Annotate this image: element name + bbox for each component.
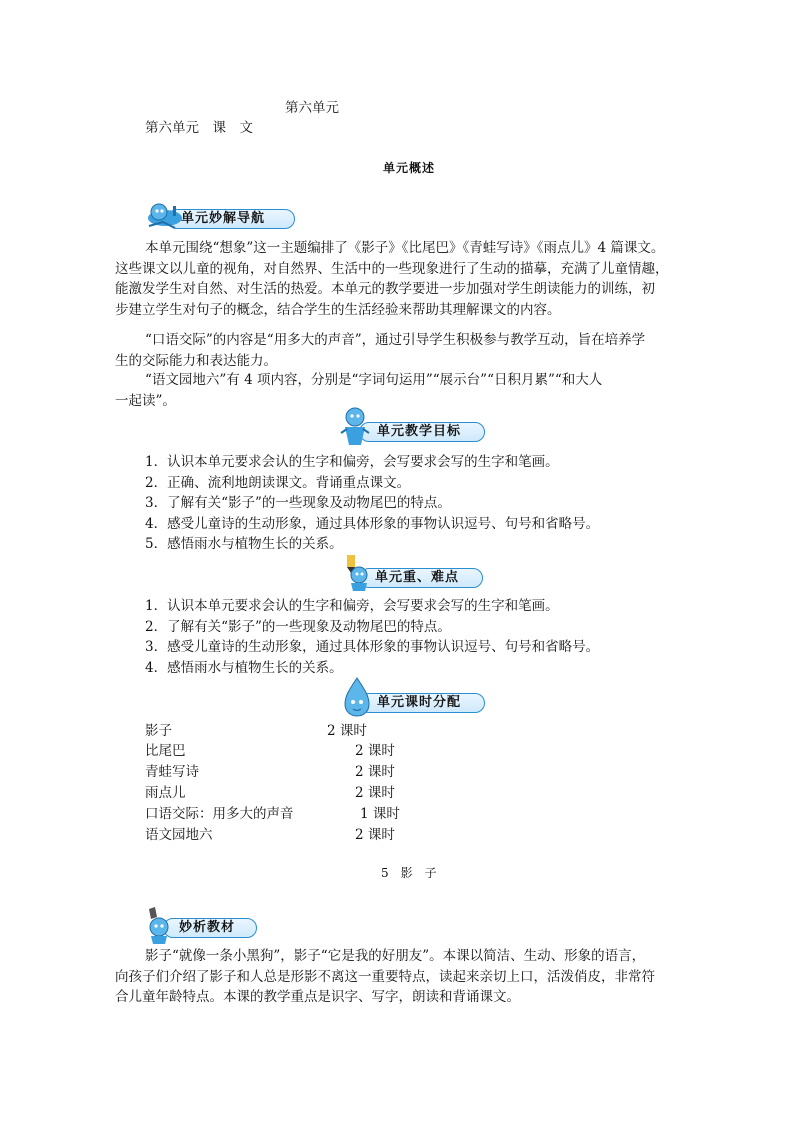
list-item: 2．了解有关“影子”的一些现象及动物尾巴的特点。: [145, 618, 451, 635]
text-line: 合儿童年龄特点。本课的教学重点是识字、写字，朗读和背诵课文。: [115, 989, 520, 1005]
section-badge-keypoints: [343, 565, 483, 591]
keypoints-list: [145, 596, 599, 678]
lesson-hours: 2 课时: [327, 723, 367, 739]
overview-title: 单元概述: [383, 161, 436, 175]
text-line: 能激发学生对自然、对生活的热爱。本单元的教学要进一步加强对学生朗读能力的训练，初: [115, 281, 655, 297]
lesson-hours: 2 课时: [355, 764, 395, 780]
badge-label: 妙析教材: [179, 920, 236, 935]
section-badge-goals: [343, 419, 485, 445]
badge-label: 单元教学目标: [377, 424, 462, 439]
text-line: 生的交际能力和表达能力。: [115, 352, 277, 369]
lesson-paragraph: [115, 946, 685, 1008]
lesson-name: 语文园地六: [145, 827, 213, 843]
lesson-name: 雨点儿: [145, 785, 186, 801]
text-line: 影子“就像一条小黑狗”，影子“它是我的好朋友”。本课以简洁、生动、形象的语言，: [145, 948, 646, 964]
unit-title: 第六单元: [285, 100, 339, 116]
section-badge-nav: [145, 206, 295, 232]
lesson-name: 青蛙写诗: [145, 764, 199, 780]
text-line: “语文园地六”有 4 项内容，分别是“字词句运用”“展示台”“日积月累”“和大人: [145, 372, 603, 388]
section-badge-schedule: [343, 690, 485, 716]
lesson-hours: 2 课时: [355, 785, 395, 801]
text-line: 这些课文以儿童的视角，对自然界、生活中的一些现象进行了生动的描摹，充满了儿童情趣，: [115, 260, 669, 277]
nav-paragraph-1: [115, 238, 685, 320]
text-line: 本单元围绕“想象”这一主题编排了《影子》《比尾巴》《青蛙写诗》《雨点儿》4 篇课文。: [145, 240, 665, 256]
badge-label: 单元重、难点: [375, 570, 460, 585]
mascot-teacher-icon: [339, 405, 373, 447]
mascot-writer-icon: [143, 905, 175, 945]
text-line: 步建立学生对句子的概念，结合学生的生活经验来帮助其理解课文的内容。: [115, 301, 561, 318]
lesson-name: 比尾巴: [145, 743, 186, 759]
text-line: 向孩子们介绍了影子和人总是形影不离这一重要特点，读起来亲切上口，活泼俏皮，非常符: [115, 968, 655, 985]
lesson-title: 5 影 子: [381, 866, 437, 880]
nav-paragraph-2: [115, 330, 685, 371]
text-line: “口语交际”的内容是“用多大的声音”，通过引导学生积极参与教学互动，旨在培养学: [145, 332, 646, 348]
lesson-name: 影子: [145, 723, 172, 739]
mascot-airplane-icon: [145, 200, 185, 236]
section-badge-lesson: [145, 915, 257, 941]
list-item: 3．感受儿童诗的生动形象，通过具体形象的事物认识逗号、句号和省略号。: [145, 639, 600, 655]
lesson-hours: 1 课时: [360, 806, 400, 822]
badge-label: 单元课时分配: [377, 695, 462, 710]
lesson-hours: 2 课时: [355, 827, 395, 843]
text-line: 一起读”。: [115, 392, 176, 409]
list-item: 1．认识本单元要求会认的生字和偏旁，会写要求会写的生字和笔画。: [145, 598, 559, 614]
list-item: 1．认识本单元要求会认的生字和偏旁，会写要求会写的生字和笔画。: [145, 454, 559, 470]
list-item: 2．正确、流利地朗读课文。背诵重点课文。: [145, 474, 411, 491]
badge-label: 单元妙解导航: [181, 211, 266, 226]
goals-list: [145, 452, 599, 555]
lesson-name: 口语交际：用多大的声音: [145, 806, 294, 822]
list-item: 3．了解有关“影子”的一些现象及动物尾巴的特点。: [145, 495, 451, 511]
mascot-drop-icon: [341, 676, 373, 718]
mascot-pencil-icon: [341, 551, 373, 593]
list-item: 4．感悟雨水与植物生长的关系。: [145, 659, 343, 676]
unit-subtitle: 第六单元 课 文: [145, 120, 253, 136]
lesson-hours: 2 课时: [355, 743, 395, 759]
list-item: 5．感悟雨水与植物生长的关系。: [145, 536, 343, 552]
nav-paragraph-3: [115, 370, 685, 411]
list-item: 4．感受儿童诗的生动形象，通过具体形象的事物认识逗号、句号和省略号。: [145, 515, 600, 532]
